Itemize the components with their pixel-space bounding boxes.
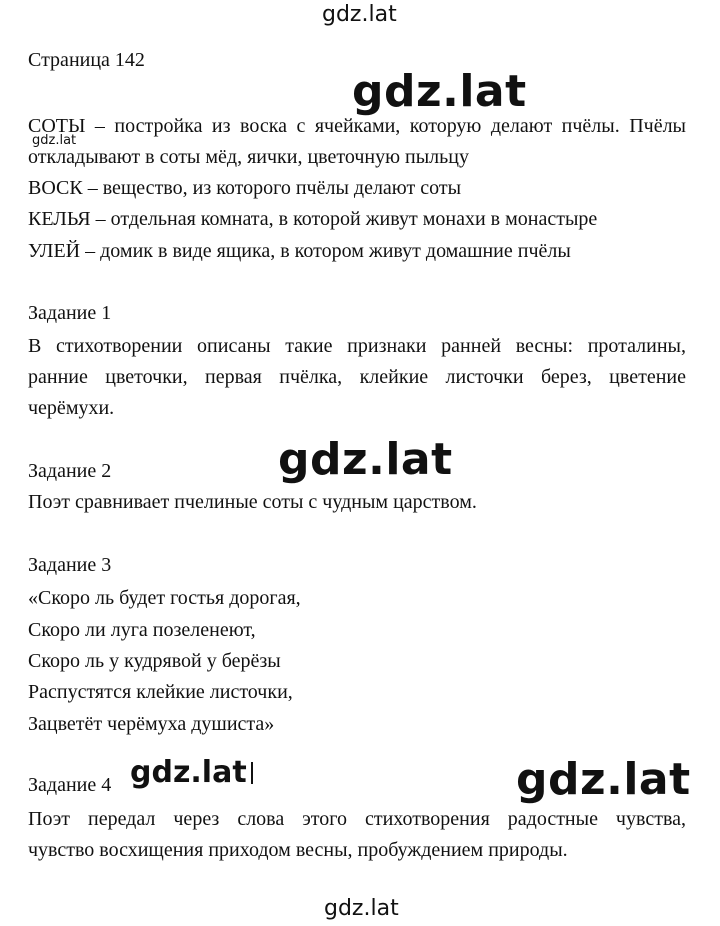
poem-line: «Скоро ль будет гостья дорогая, xyxy=(28,587,301,609)
task-4-heading: Задание 4 xyxy=(28,774,112,796)
page-label: Страница 142 xyxy=(28,49,145,71)
task-3-heading: Задание 3 xyxy=(28,554,112,576)
poem-line: Скоро ль у кудрявой у берёзы xyxy=(28,650,281,672)
task-4-text: чувство восхищения приходом весны, пробуждением природы. xyxy=(28,839,568,861)
watermark-small: gdz.lat xyxy=(32,133,77,148)
watermark-bar xyxy=(251,762,253,784)
watermark-medium-text: gdz.lat xyxy=(130,755,247,790)
task-1-text: черёмухи. xyxy=(28,397,115,419)
watermark-large: gdz.lat xyxy=(352,66,527,117)
definition-line: откладывают в соты мёд, яички, цветочную пыльцу xyxy=(28,146,469,168)
watermark-large: gdz.lat xyxy=(278,434,453,485)
watermark-medium xyxy=(130,755,253,790)
task-2-heading: Задание 2 xyxy=(28,460,112,482)
watermark-bottom: gdz.lat xyxy=(324,896,399,921)
definition-line: УЛЕЙ – домик в виде ящика, в котором живут домашние пчёлы xyxy=(28,240,571,262)
task-4-text: Поэт передал через слова этого стихотворения радостные чувства, xyxy=(28,808,686,830)
watermark-top: gdz.lat xyxy=(322,2,397,27)
task-1-heading: Задание 1 xyxy=(28,302,112,324)
poem-line: Распустятся клейкие листочки, xyxy=(28,681,293,703)
watermark-large: gdz.lat xyxy=(516,754,691,805)
poem-line: Зацветёт черёмуха душиста» xyxy=(28,713,275,735)
poem-line: Скоро ли луга позеленеют, xyxy=(28,619,256,641)
definition-line: СОТЫ – постройка из воска с ячейками, которую делают пчёлы. Пчёлы xyxy=(28,115,686,137)
definition-line: ВОСК – вещество, из которого пчёлы делают соты xyxy=(28,177,462,199)
task-1-text: В стихотворении описаны такие признаки ранней весны: проталины, xyxy=(28,335,686,357)
task-2-text: Поэт сравнивает пчелиные соты с чудным царством. xyxy=(28,491,477,513)
definition-line: КЕЛЬЯ – отдельная комната, в которой живут монахи в монастыре xyxy=(28,208,598,230)
task-1-text: ранние цветочки, первая пчёлка, клейкие листочки берез, цветение xyxy=(28,366,686,388)
